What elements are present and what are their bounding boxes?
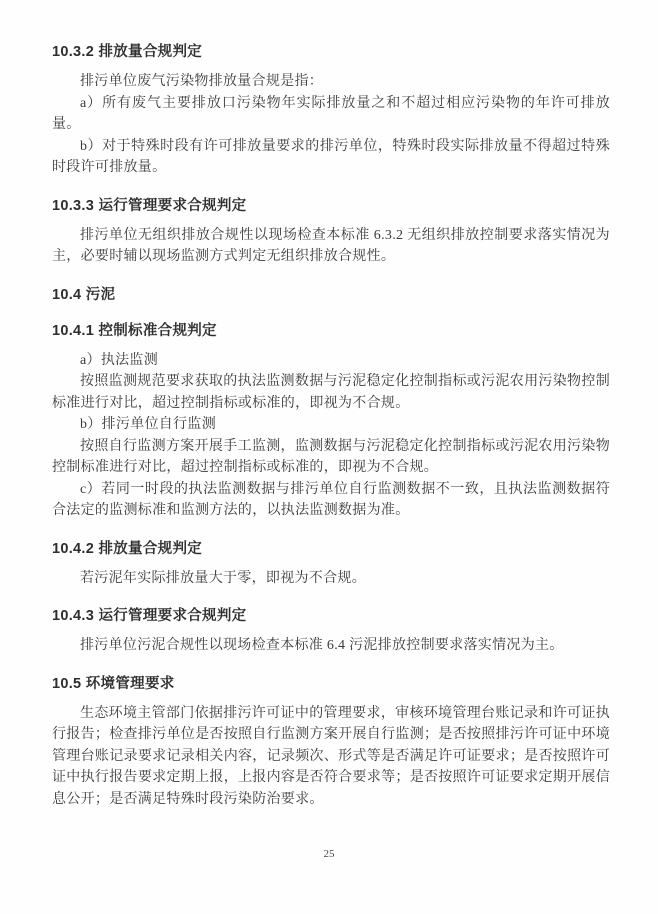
para-10-5-body: 生态环境主管部门依据排污许可证中的管理要求，审核环境管理台账记录和许可证执行报告；检查排污单位是否按照自行监测方案开展自行监测；是否按照排污许可证中环境管理台账记录要求记录相关内容，记录频次、形式等是否满足许可证要求；是否按照许可证中执行报告要求定期上报，上报内容是否符合要求等；是否按照许可证要求定期开展信息公开；是否满足特殊时段污染防治要求。: [52, 705, 610, 807]
heading-10-4: 10.4 污泥: [52, 286, 116, 303]
para-10-3-2-item-b: b）对于特殊时段有许可排放量要求的排污单位，特殊时段实际排放量不得超过特殊时段许可排放量。: [52, 138, 610, 175]
heading-10-4-2: 10.4.2 排放量合规判定: [52, 540, 203, 557]
para-10-4-1-item-c: c）若同一时段的执法监测数据与排污单位自行监测数据不一致，且执法监测数据符合法定的监测标准和监测方法的，以执法监测数据为准。: [52, 481, 610, 518]
para-10-3-3-body: 排污单位无组织排放合规性以现场检查本标准 6.3.2 无组织排放控制要求落实情况为主，必要时辅以现场监测方式判定无组织排放合规性。: [52, 227, 610, 264]
heading-10-3-2: 10.3.2 排放量合规判定: [52, 44, 203, 60]
para-10-4-1-item-a-body: 按照监测规范要求获取的执法监测数据与污泥稳定化控制指标或污泥农用污染物控制标准进行对比，超过控制指标或标准的，即视为不合规。: [52, 374, 610, 411]
para-10-3-2-intro: 排污单位废气污染物排放量合规是指：: [80, 74, 324, 89]
para-10-4-1-item-b: b）排污单位自行监测: [80, 417, 216, 432]
para-10-4-1-item-b-body: 按照自行监测方案开展手工监测，监测数据与污泥稳定化控制指标或污泥农用污染物控制标准进行对比，超过控制指标或标准的，即视为不合规。: [52, 438, 610, 475]
heading-10-3-3: 10.3.3 运行管理要求合规判定: [52, 197, 247, 214]
para-10-4-1-item-a: a）执法监测: [80, 352, 159, 368]
para-10-4-3-body: 排污单位污泥合规性以现场检查本标准 6.4 污泥排放控制要求落实情况为主。: [80, 638, 564, 653]
para-10-3-2-item-a: a）所有废气主要排放口污染物年实际排放量之和不超过相应污染物的年许可排放量。: [52, 95, 610, 132]
heading-10-4-3: 10.4.3 运行管理要求合规判定: [52, 608, 247, 624]
heading-10-4-1: 10.4.1 控制标准合规判定: [52, 322, 217, 339]
page-number: 25: [323, 848, 335, 860]
document-content: [52, 40, 610, 810]
para-10-4-2-body: 若污泥年实际排放量大于零，即视为不合规。: [80, 570, 366, 586]
heading-10-5: 10.5 环境管理要求: [52, 675, 175, 692]
